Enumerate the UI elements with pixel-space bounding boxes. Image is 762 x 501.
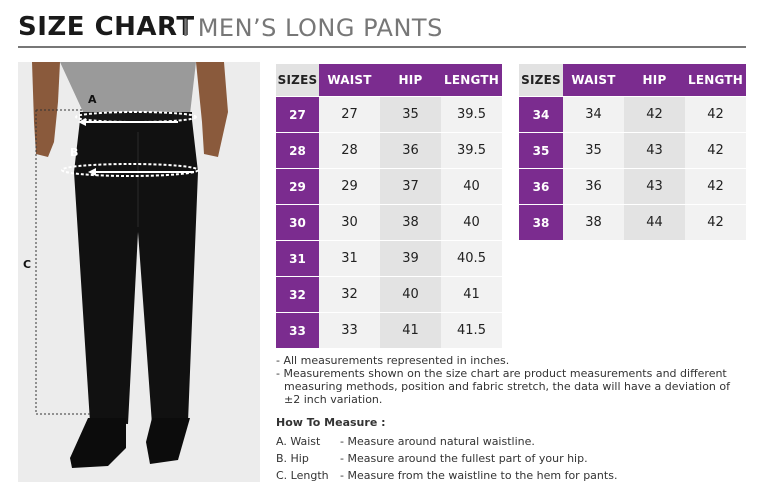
- waist-cell: 28: [319, 132, 380, 168]
- table-row: [276, 168, 502, 204]
- table-row: [519, 168, 746, 204]
- label-a: A: [88, 93, 97, 106]
- length-cell: 40: [441, 168, 502, 204]
- hip-cell: 35: [380, 96, 441, 132]
- hip-cell: 39: [380, 240, 441, 276]
- waist-cell: 32: [319, 276, 380, 312]
- page-subtitle: I MEN’S LONG PANTS: [182, 14, 443, 42]
- page-title: SIZE CHART: [18, 12, 195, 42]
- length-cell: 41.5: [441, 312, 502, 348]
- length-cell: 40.5: [441, 240, 502, 276]
- pants-measurement-illustration: [18, 62, 260, 482]
- size-cell: 32: [276, 276, 319, 312]
- table-row: [276, 204, 502, 240]
- header-waist: WAIST: [319, 64, 380, 96]
- hip-cell: 42: [624, 96, 685, 132]
- table-row: [276, 312, 502, 348]
- table-row: [276, 240, 502, 276]
- how-to-measure: [276, 416, 746, 486]
- size-cell: 30: [276, 204, 319, 240]
- note-line: measuring methods, position and fabric stretch, the data will have a deviation of: [284, 380, 730, 393]
- hip-cell: 38: [380, 204, 441, 240]
- length-cell: 42: [685, 204, 746, 240]
- size-cell: 33: [276, 312, 319, 348]
- length-cell: 42: [685, 132, 746, 168]
- waist-cell: 31: [319, 240, 380, 276]
- header-sizes: SIZES: [519, 64, 563, 96]
- size-cell: 31: [276, 240, 319, 276]
- header-hip: HIP: [624, 64, 685, 96]
- hip-cell: 43: [624, 132, 685, 168]
- table-row: [276, 96, 502, 132]
- size-cell: 29: [276, 168, 319, 204]
- size-table-left: [276, 64, 502, 348]
- how-to-item-waist: [276, 435, 746, 452]
- how-to-label: B. Hip: [276, 452, 309, 465]
- waist-cell: 34: [563, 96, 624, 132]
- header-hip: HIP: [380, 64, 441, 96]
- label-b: B: [70, 146, 79, 159]
- waist-cell: 35: [563, 132, 624, 168]
- waist-cell: 29: [319, 168, 380, 204]
- note-line: ±2 inch variation.: [284, 393, 383, 406]
- page-header: [18, 12, 746, 46]
- table-header-row: [519, 64, 746, 96]
- table-row: [276, 132, 502, 168]
- header-length: LENGTH: [441, 64, 502, 96]
- length-cell: 39.5: [441, 96, 502, 132]
- waist-cell: 30: [319, 204, 380, 240]
- how-to-item-hip: [276, 452, 746, 469]
- table-header-row: [276, 64, 502, 96]
- table-row: [519, 132, 746, 168]
- how-to-item-length: [276, 469, 746, 486]
- measurement-notes: [276, 354, 746, 406]
- how-to-measure-title: How To Measure :: [276, 416, 386, 429]
- label-c: C: [23, 258, 32, 271]
- table-row: [276, 276, 502, 312]
- waist-cell: 36: [563, 168, 624, 204]
- hip-cell: 40: [380, 276, 441, 312]
- length-cell: 39.5: [441, 132, 502, 168]
- hip-cell: 37: [380, 168, 441, 204]
- size-cell: 38: [519, 204, 563, 240]
- length-cell: 42: [685, 168, 746, 204]
- size-cell: 27: [276, 96, 319, 132]
- hip-cell: 44: [624, 204, 685, 240]
- table-row: [519, 96, 746, 132]
- how-to-desc: - Measure around natural waistline.: [340, 435, 535, 448]
- hip-cell: 41: [380, 312, 441, 348]
- header-divider: [18, 46, 746, 48]
- note-line: - All measurements represented in inches.: [276, 354, 510, 367]
- header-waist: WAIST: [563, 64, 624, 96]
- length-cell: 40: [441, 204, 502, 240]
- hip-cell: 36: [380, 132, 441, 168]
- size-cell: 36: [519, 168, 563, 204]
- length-cell: 42: [685, 96, 746, 132]
- length-cell: 41: [441, 276, 502, 312]
- size-table-right: [519, 64, 746, 240]
- hip-cell: 43: [624, 168, 685, 204]
- waist-cell: 33: [319, 312, 380, 348]
- waist-cell: 38: [563, 204, 624, 240]
- table-row: [519, 204, 746, 240]
- size-cell: 35: [519, 132, 563, 168]
- how-to-desc: - Measure from the waistline to the hem for pants.: [340, 469, 618, 482]
- header-sizes: SIZES: [276, 64, 319, 96]
- waist-cell: 27: [319, 96, 380, 132]
- how-to-label: A. Waist: [276, 435, 321, 448]
- size-cell: 28: [276, 132, 319, 168]
- size-cell: 34: [519, 96, 563, 132]
- model-photo: [18, 62, 260, 482]
- how-to-desc: - Measure around the fullest part of your hip.: [340, 452, 588, 465]
- note-line: - Measurements shown on the size chart are product measurements and different: [276, 367, 727, 380]
- how-to-label: C. Length: [276, 469, 329, 482]
- header-length: LENGTH: [685, 64, 746, 96]
